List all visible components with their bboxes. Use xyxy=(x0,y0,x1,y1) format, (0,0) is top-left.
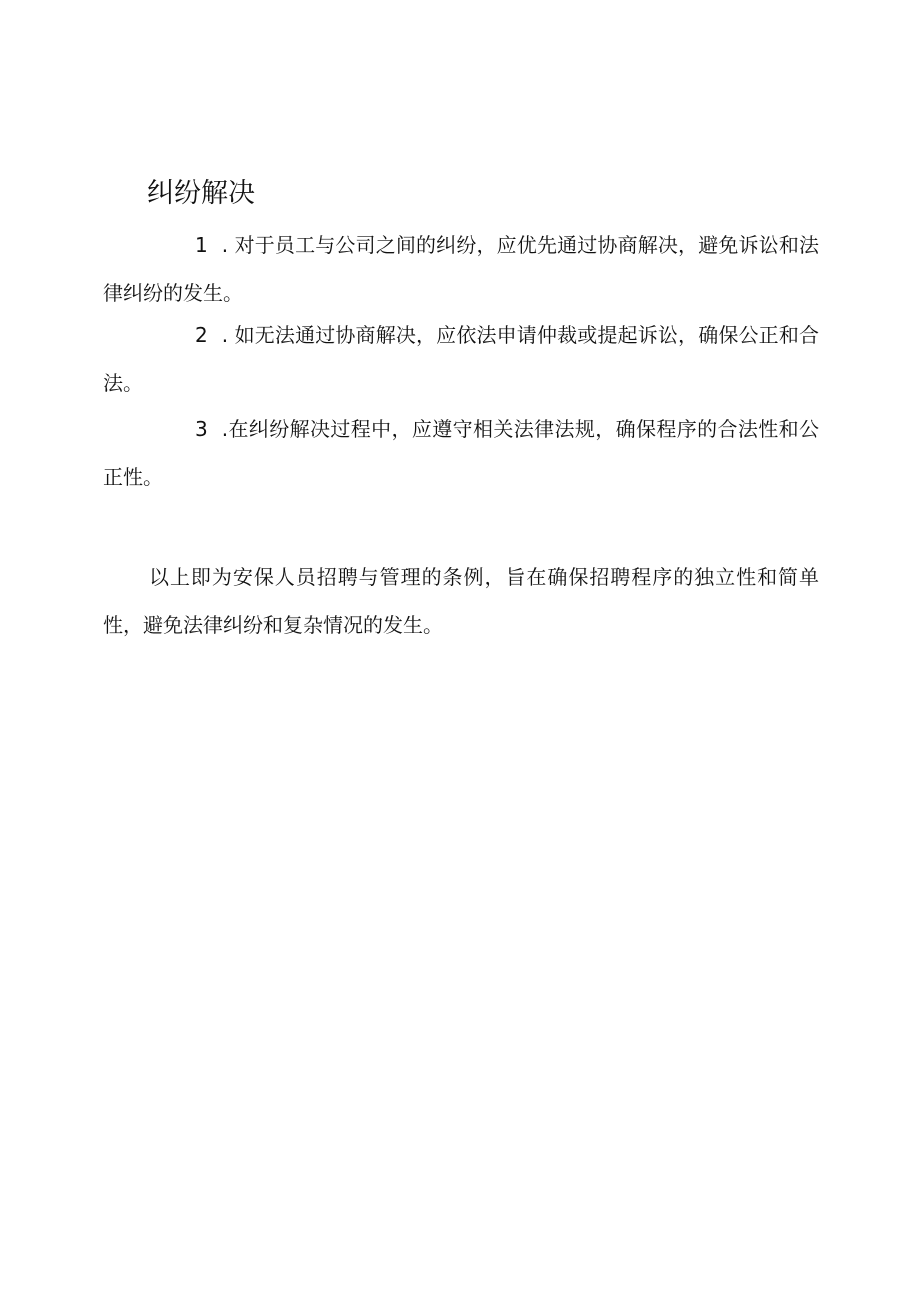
conclusion-paragraph: 以上即为安保人员招聘与管理的条例，旨在确保招聘程序的独立性和简单性，避免法律纠纷和复杂情况的发生。 xyxy=(103,565,819,637)
item-text: . 如无法通过协商解决，应依法申请仲裁或提起诉讼，确保公正和合法。 xyxy=(103,323,819,395)
item-number: 1 xyxy=(195,233,208,257)
item-text: .在纠纷解决过程中，应遵守相关法律法规，确保程序的合法性和公正性。 xyxy=(103,417,819,489)
list-item xyxy=(103,405,819,501)
list-item xyxy=(103,221,819,317)
item-text: . 对于员工与公司之间的纠纷，应优先通过协商解决，避免诉讼和法律纠纷的发生。 xyxy=(103,233,819,305)
section-heading: 纠纷解决 xyxy=(147,178,255,209)
item-number: 3 xyxy=(195,417,208,441)
item-number: 2 xyxy=(195,323,208,347)
list-item xyxy=(103,311,819,407)
